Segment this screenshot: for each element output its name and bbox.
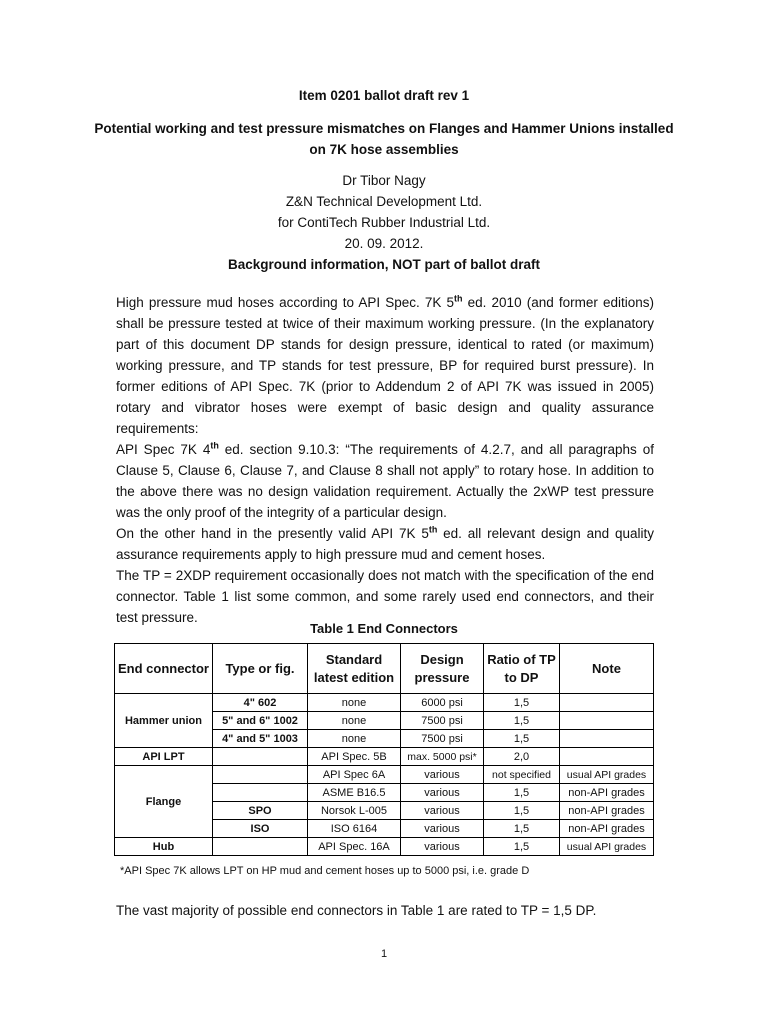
table-cell: [213, 748, 308, 766]
title-line-1: Potential working and test pressure mismatches on Flanges and Hammer Unions installed: [94, 121, 674, 136]
table-cell: API Spec 6A: [308, 766, 401, 784]
table-cell: [560, 712, 654, 730]
col-header: Standard latest edition: [308, 644, 401, 694]
col-header: Ratio of TP to DP: [484, 644, 560, 694]
table-cell: non-API grades: [560, 802, 654, 820]
table-cell: 6000 psi: [401, 694, 484, 712]
table-row: [115, 838, 654, 856]
body-text: [116, 292, 654, 628]
table-cell: 7500 psi: [401, 712, 484, 730]
table-cell: non-API grades: [560, 820, 654, 838]
conclusion: The vast majority of possible end connectors in Table 1 are rated to TP = 1,5 DP.: [116, 903, 597, 918]
date: 20. 09. 2012.: [344, 236, 424, 251]
item-heading: Item 0201 ballot draft rev 1: [298, 88, 470, 103]
table-footnote: *API Spec 7K allows LPT on HP mud and cement hoses up to 5000 psi, i.e. grade D: [120, 865, 530, 877]
table-row: [115, 766, 654, 784]
table-cell: none: [308, 712, 401, 730]
table-cell: [560, 694, 654, 712]
table-cell: API Spec. 5B: [308, 748, 401, 766]
table-cell: 1,5: [484, 712, 560, 730]
table-cell: [213, 784, 308, 802]
group-cell: Hammer union: [115, 694, 213, 748]
table-cell: [213, 838, 308, 856]
table-cell: various: [401, 766, 484, 784]
table-cell: non-API grades: [560, 784, 654, 802]
table-cell: [560, 730, 654, 748]
table-cell: various: [401, 802, 484, 820]
group-cell: Flange: [115, 766, 213, 838]
col-header: End connector: [115, 644, 213, 694]
col-header: Design pressure: [401, 644, 484, 694]
table-cell: usual API grades: [560, 838, 654, 856]
table-cell: ISO 6164: [308, 820, 401, 838]
author: Dr Tibor Nagy: [342, 173, 426, 188]
table-cell: 1,5: [484, 694, 560, 712]
table-cell: none: [308, 694, 401, 712]
client: for ContiTech Rubber Industrial Ltd.: [277, 215, 491, 230]
table-cell: 7500 psi: [401, 730, 484, 748]
table-cell: 1,5: [484, 838, 560, 856]
col-header: Note: [560, 644, 654, 694]
table-cell: ISO: [213, 820, 308, 838]
table-caption: Table 1 End Connectors: [310, 621, 458, 636]
table-cell: [213, 766, 308, 784]
table-cell: Norsok L-005: [308, 802, 401, 820]
group-cell: API LPT: [115, 748, 213, 766]
table-cell: 1,5: [484, 730, 560, 748]
company: Z&N Technical Development Ltd.: [285, 194, 483, 209]
end-connectors-table: [114, 643, 654, 856]
table-row: [115, 694, 654, 712]
background-note: Background information, NOT part of ballot draft: [228, 257, 540, 272]
table-cell: none: [308, 730, 401, 748]
table-cell: 1,5: [484, 802, 560, 820]
page-number: 1: [380, 948, 388, 960]
table-cell: ASME B16.5: [308, 784, 401, 802]
table-cell: various: [401, 838, 484, 856]
paragraph-2: API Spec 7K 4th ed. section 9.10.3: “The requirements of 4.2.7, and all paragraphs of Clause 5, Clause 6, Clause 7, and Clause 8 shall not apply” to rotary hose. In addition to the above there was no design validation requirement. Actually the 2xWP test pressure was the only proof of the integrity of a particular design.: [116, 440, 654, 520]
table-header-row: [115, 644, 654, 694]
col-header: Type or fig.: [213, 644, 308, 694]
group-cell: Hub: [115, 838, 213, 856]
paragraph-1: High pressure mud hoses according to API Spec. 7K 5th ed. 2010 (and former editions) shall be pressure tested at twice of their maximum working pressure. (In the explanatory part of this document DP stands for design pressure, identical to rated (or maximum) working pressure, and TP stands for test pressure, BP for required burst pressure). In former editions of API Spec. 7K (prior to Addendum 2 of API 7K was issued in 2005) rotary and vibrator hoses were exempt of basic design and quality assurance requirements:: [116, 293, 654, 436]
table-cell: SPO: [213, 802, 308, 820]
table-cell: 2,0: [484, 748, 560, 766]
paragraph-4: The TP = 2XDP requirement occasionally does not match with the specification of the end connector. Table 1 list some common, and some rarely used end connectors, and their test pressure.: [116, 568, 654, 625]
table-cell: max. 5000 psi*: [401, 748, 484, 766]
table-cell: 5" and 6" 1002: [213, 712, 308, 730]
table-cell: 1,5: [484, 784, 560, 802]
table-cell: various: [401, 820, 484, 838]
paragraph-3: On the other hand in the presently valid API 7K 5th ed. all relevant design and quality assurance requirements apply to high pressure mud and cement hoses.: [116, 524, 654, 562]
table-cell: API Spec. 16A: [308, 838, 401, 856]
table-row: [115, 748, 654, 766]
table-cell: 1,5: [484, 820, 560, 838]
table-cell: not specified: [484, 766, 560, 784]
table-cell: usual API grades: [560, 766, 654, 784]
table-cell: [560, 748, 654, 766]
table-cell: various: [401, 784, 484, 802]
table-cell: 4" and 5" 1003: [213, 730, 308, 748]
title-line-2: on 7K hose assemblies: [309, 142, 459, 157]
table-cell: 4" 602: [213, 694, 308, 712]
